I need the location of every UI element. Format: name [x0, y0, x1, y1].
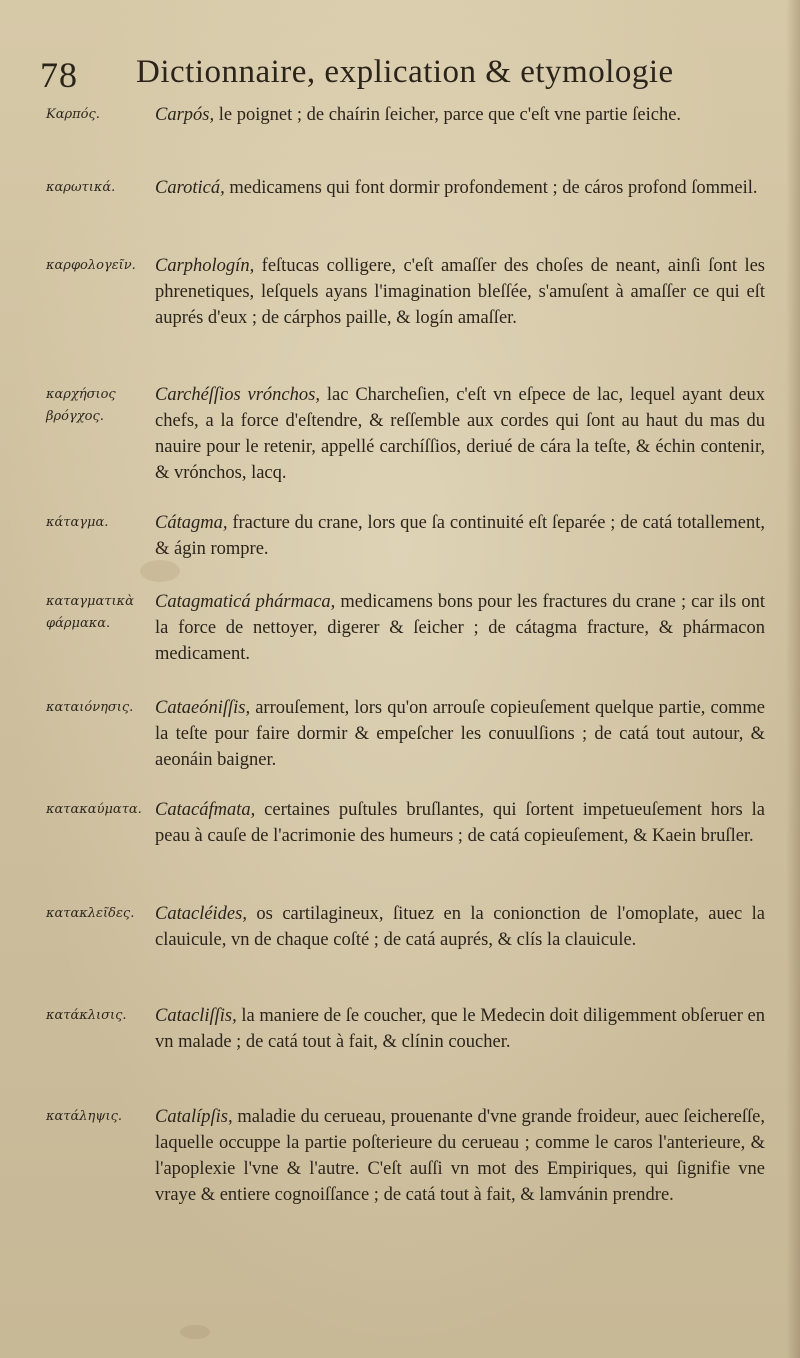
greek-term: καρωτικά. — [46, 180, 116, 195]
running-head: Dictionnaire, explication & etymologie — [136, 54, 674, 90]
entry-definition: os cartilagineux, ſituez en la conionction de l'omoplate, auec la clauicule, vn de chaque coſté ; de catá auprés, & clís la clauicule. — [155, 904, 765, 950]
entry-headword: Carphologín, — [155, 256, 255, 276]
greek-term: Καρπός. — [46, 107, 100, 122]
entry-headword: Cátagma, — [155, 513, 228, 533]
entry-definition: arrouſement, lors qu'on arrouſe copieuſement quelque partie, comme la teſte pour faire dormir & empeſcher les conuulſions ; de catá tout autour, & aeonáin baigner. — [155, 698, 766, 770]
page-header — [40, 54, 780, 98]
entry-definition: certaines puſtules bruſlantes, qui ſortent impetueuſement hors la peau à cauſe de l'acrimonie des humeurs ; de catá copieuſement, & Kaein bruſler. — [155, 800, 766, 846]
greek-term: κατάκλισις. — [46, 1008, 127, 1023]
entry-headword: Catagmaticá phármaca, — [155, 592, 336, 612]
greek-term: καρχήσιος βρόγχος. — [46, 387, 116, 424]
ink-smudge — [180, 1325, 210, 1339]
page-number: 78 — [40, 55, 78, 95]
entry-headword: Catacáfmata, — [155, 800, 256, 820]
entry-headword: Caroticá, — [155, 178, 225, 198]
entry-definition: medicamens bons pour les fractures du crane ; car ils ont la force de nettoyer, digerer & ſeicher ; de cátagma fracture, & phármacon medicament. — [155, 592, 766, 664]
greek-term: καταιόνησις. — [46, 700, 134, 715]
entry-headword: Cataeóniſſis, — [155, 698, 251, 718]
greek-term: κατακαύματα. — [46, 802, 142, 817]
entry-definition: medicamens qui font dormir profondement ; de cáros profond ſommeil. — [229, 178, 758, 198]
entry-text — [155, 510, 765, 562]
ink-smudge — [140, 560, 180, 582]
entry-text — [155, 797, 765, 849]
entry-headword: Catalípſis, — [155, 1107, 233, 1127]
entry-definition: feſtucas colligere, c'eſt amaſſer des choſes de neant, ainſi ſont les phrenetiques, leſquels ayans l'imagination bleſſée, s'amuſent à amaſſer ce qui eſt auprés d'eux ; de cárphos paille, & logín amaſſer. — [155, 256, 765, 328]
entry-headword: Catacléides, — [155, 904, 247, 924]
greek-term: κάταγμα. — [46, 515, 109, 530]
entry-definition: lac Charcheſien, c'eſt vn eſpece de lac, lequel ayant deux chefs, a la force d'eſtendre, & reſſemble aux cordes qui ſont au haut du mas du nauire pour le retenir, appellé carchíſſios, deriué de cára la teſte, & échin contenir, & vrónchos, lacq. — [155, 385, 766, 483]
entry-definition: le poignet ; de chaírin ſeicher, parce que c'eſt vne partie ſeiche. — [218, 105, 682, 125]
entry-text — [155, 901, 765, 953]
entry-text — [155, 175, 765, 201]
entry-headword: Catacliſſis, — [155, 1006, 237, 1026]
greek-term: κατακλεῖδες. — [46, 906, 135, 921]
entry-text — [155, 382, 765, 486]
entry-definition: la maniere de ſe coucher, que le Medecin doit diligemment obſeruer en vn malade ; de catá tout à fait, & clínin coucher. — [155, 1006, 766, 1052]
entry-text — [155, 253, 765, 331]
entry-text — [155, 1003, 765, 1055]
entry-definition: fracture du crane, lors que ſa continuité eſt ſeparée ; de catá totallement, & ágin rompre. — [155, 513, 766, 559]
entry-headword: Carchéſſios vrónchos, — [155, 385, 320, 405]
entry-definition: maladie du cerueau, prouenante d'vne grande froideur, auec ſeichereſſe, laquelle occuppe la partie poſterieure du cerueau ; comme le caros l'anterieure, & l'apoplexie l'vne & l'autre. C'eſt auſſi vn mot des Empiriques, qui ſignifie vne vraye & entiere cognoiſſance ; de catá tout à fait, & lamvánin prendre. — [155, 1107, 766, 1205]
greek-term: κατάληψις. — [46, 1109, 123, 1124]
greek-term: καρφολογεῖν. — [46, 258, 136, 273]
greek-term: καταγματικὰ φάρμακα. — [46, 594, 134, 631]
entry-headword: Carpós, — [155, 105, 215, 125]
entry-text — [155, 1104, 765, 1208]
entry-text — [155, 695, 765, 773]
entry-text — [155, 102, 765, 128]
page-edge-shadow — [786, 0, 800, 1358]
entry-text — [155, 589, 765, 667]
